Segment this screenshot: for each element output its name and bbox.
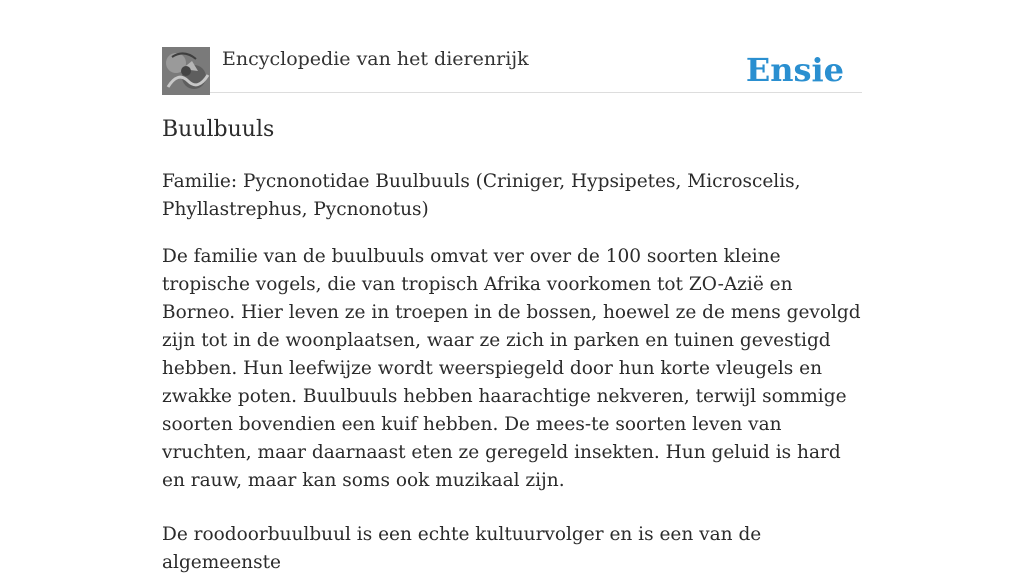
header — [162, 44, 862, 93]
article-paragraph-description: De familie van de buulbuuls omvat ver over de 100 soorten kleine tropische vogels, die van tropisch Afrika voorkomen tot ZO-Azië en Borneo. Hier leven ze in troepen in de bossen, hoewel ze de mens gevolgd zijn tot in de woonplaatsen, waar ze zich in parken en tuinen gevestigd hebben. Hun leefwijze wordt weerspiegeld door hun korte vleugels en zwakke poten. Buulbuuls hebben haarachtige nekveren, terwijl sommige soorten bovendien een kuif hebben. De mees-te soorten leven van vruchten, maar daarnaast eten ze geregeld insekten. Hun geluid is hard en rauw, maar kan soms ook muzikaal zijn. — [162, 246, 861, 491]
brand-logo[interactable]: Ensie — [745, 51, 844, 89]
article-paragraph-family: Familie: Pycnonotidae Buulbuuls (Criniger, Hypsipetes, Microscelis, Phyllastrephus, Pycnonotus) — [162, 171, 801, 220]
animal-illustration-icon — [162, 47, 210, 95]
source-title[interactable]: Encyclopedie van het dierenrijk — [222, 48, 529, 70]
source-avatar[interactable] — [162, 47, 210, 95]
article — [162, 114, 862, 577]
article-paragraph-continuation: De roodoorbuulbuul is een echte kultuurvolger en is een van de algemeenste — [162, 524, 762, 573]
article-title: Buulbuuls — [162, 117, 275, 142]
